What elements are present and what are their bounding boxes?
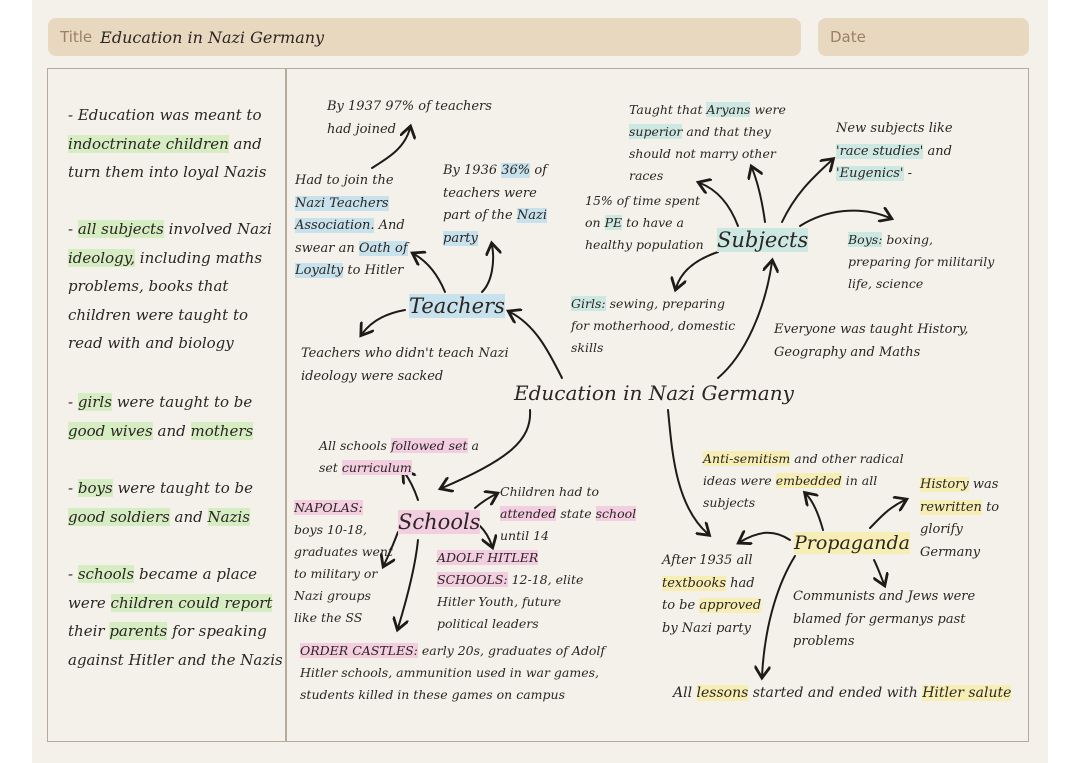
arrow-subjects-to-girls xyxy=(676,252,718,288)
branch-subjects: Subjects xyxy=(717,228,809,252)
arrow-propaganda-to-lessons xyxy=(762,556,795,676)
subjects-aryans: Taught that Aryans were superior and that they should not marry other races xyxy=(629,102,786,183)
branch-schools: Schools xyxy=(398,510,481,534)
arrow-teachers-to-assoc xyxy=(414,254,445,292)
subjects-everyone: Everyone was taught History, Geography and Maths xyxy=(774,322,969,360)
teachers-party: By 1936 36% of teachers were part of the Nazi party xyxy=(443,163,547,246)
schools-attend: Children had to attended state school until 14 xyxy=(500,484,637,543)
propaganda-textbooks: After 1935 all textbooks had to be approved by Nazi party xyxy=(662,553,762,636)
branch-propaganda: Propaganda xyxy=(794,532,911,554)
note-schools-report: - schools became a place were children could report their parents for speaking against Hitler and the Nazis xyxy=(68,565,283,669)
note-subjects: - all subjects involved Nazi ideology, including maths problems, books that children were taught to read with and biology xyxy=(68,220,272,352)
schools-napolas: NAPOLAS: boys 10-18, graduates went to military or Nazi groups like the SS xyxy=(294,500,393,625)
subjects-pe: 15% of time spent on PE to have a healthy population xyxy=(585,193,704,252)
arrow-center-to-teachers xyxy=(510,312,562,378)
arrow-propaganda-to-textbooks xyxy=(740,533,790,542)
date-label: Date xyxy=(830,28,866,46)
arrow-teachers-to-party xyxy=(482,245,493,292)
branch-teachers: Teachers xyxy=(409,294,505,318)
arrow-center-to-textbooks xyxy=(668,410,708,534)
propaganda-anti-semitism: Anti-semitism and other radical ideas were embedded in all subjects xyxy=(703,451,904,510)
teachers-joined: By 1937 97% of teachers had joined xyxy=(327,99,492,137)
arrow-schools-to-castles xyxy=(398,540,418,628)
title-value: Education in Nazi Germany xyxy=(100,27,325,47)
arrow-schools-to-attend xyxy=(475,494,496,508)
teachers-association: Had to join the Nazi Teachers Association. And swear an Oath of Loyalty to Hitler xyxy=(295,173,408,278)
arrow-propaganda-to-blamed xyxy=(874,560,884,584)
schools-order-castles: ORDER CASTLES: early 20s, graduates of Adolf Hitler schools, ammunition used in war games, students killed in these games on campus xyxy=(300,643,606,702)
title-label: Title xyxy=(60,28,93,46)
center-topic: Education in Nazi Germany xyxy=(514,381,794,405)
teachers-sacked: Teachers who didn't teach Nazi ideology were sacked xyxy=(301,346,509,384)
subjects-girls: Girls: sewing, preparing for motherhood, domestic skills xyxy=(571,296,736,355)
note-boys: - boys were taught to be good soldiers and Nazis xyxy=(68,479,253,526)
arrow-schools-to-ahs xyxy=(480,526,492,546)
schools-adolf-hitler: ADOLF HITLER SCHOOLS: 12-18, elite Hitler Youth, future political leaders xyxy=(437,550,584,631)
subjects-new: New subjects like 'race studies' and 'Eugenics' - xyxy=(836,121,953,181)
propaganda-history: History was rewritten to glorify Germany xyxy=(920,477,1000,560)
propaganda-lessons: All lessons started and ended with Hitler salute xyxy=(673,685,1012,701)
note-indoctrination: - Education was meant to indoctrinate children and turn them into loyal Nazis xyxy=(68,106,267,181)
schools-curriculum: All schools followed set a set curriculum xyxy=(319,438,479,475)
note-girls: - girls were taught to be good wives and mothers xyxy=(68,393,254,440)
arrow-subjects-to-boys xyxy=(800,211,890,226)
subjects-boys: Boys: boxing, preparing for militarily life, science xyxy=(848,232,995,291)
arrow-teachers-to-sacked xyxy=(362,310,405,334)
propaganda-blamed: Communists and Jews were blamed for germanys past problems xyxy=(793,589,976,649)
